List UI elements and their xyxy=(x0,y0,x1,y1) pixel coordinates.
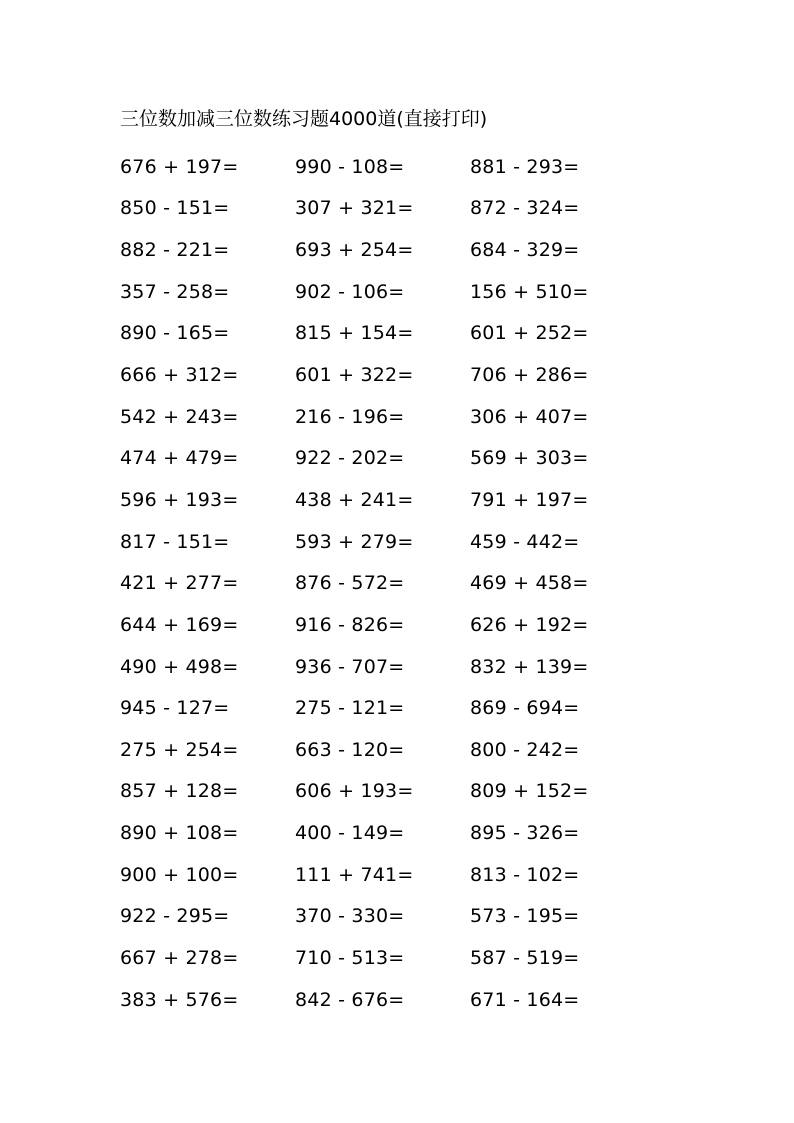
problem-row xyxy=(120,771,645,813)
problem-row xyxy=(120,604,645,646)
problem-item: 990 - 108= xyxy=(295,155,405,178)
problem-item: 307 + 321= xyxy=(295,197,414,220)
problem-item: 587 - 519= xyxy=(470,946,580,969)
problem-item: 606 + 193= xyxy=(295,780,414,803)
problem-item: 306 + 407= xyxy=(470,405,589,428)
problem-item: 881 - 293= xyxy=(470,155,580,178)
problem-item: 644 + 169= xyxy=(120,613,239,636)
problem-item: 111 + 741= xyxy=(295,863,414,886)
problem-row xyxy=(120,229,645,271)
problem-item: 872 - 324= xyxy=(470,197,580,220)
problem-item: 216 - 196= xyxy=(295,405,405,428)
problem-item: 383 + 576= xyxy=(120,988,239,1011)
problem-item: 850 - 151= xyxy=(120,197,230,220)
problem-item: 601 + 322= xyxy=(295,364,414,387)
problem-item: 922 - 202= xyxy=(295,447,405,470)
problem-row xyxy=(120,479,645,521)
problem-item: 357 - 258= xyxy=(120,280,230,303)
problem-item: 156 + 510= xyxy=(470,280,589,303)
problem-item: 490 + 498= xyxy=(120,655,239,678)
problem-item: 710 - 513= xyxy=(295,946,405,969)
problem-item: 459 - 442= xyxy=(470,530,580,553)
problem-item: 857 + 128= xyxy=(120,780,239,803)
problem-row xyxy=(120,521,645,563)
problem-item: 569 + 303= xyxy=(470,447,589,470)
problem-item: 626 + 192= xyxy=(470,613,589,636)
problem-item: 882 - 221= xyxy=(120,239,230,262)
problem-row xyxy=(120,437,645,479)
problem-item: 400 - 149= xyxy=(295,822,405,845)
problem-item: 800 - 242= xyxy=(470,738,580,761)
problem-item: 945 - 127= xyxy=(120,697,230,720)
problem-item: 542 + 243= xyxy=(120,405,239,428)
problem-row xyxy=(120,896,645,938)
problem-item: 813 - 102= xyxy=(470,863,580,886)
problem-row xyxy=(120,687,645,729)
problem-item: 474 + 479= xyxy=(120,447,239,470)
problem-item: 275 - 121= xyxy=(295,697,405,720)
problem-item: 832 + 139= xyxy=(470,655,589,678)
problem-item: 900 + 100= xyxy=(120,863,239,886)
problem-row xyxy=(120,562,645,604)
problem-row xyxy=(120,854,645,896)
problem-item: 706 + 286= xyxy=(470,364,589,387)
problem-item: 421 + 277= xyxy=(120,572,239,595)
problem-item: 676 + 197= xyxy=(120,155,239,178)
problem-row xyxy=(120,271,645,313)
problem-item: 671 - 164= xyxy=(470,988,580,1011)
page-title: 三位数加减三位数练习题4000道(直接打印) xyxy=(120,108,488,130)
problem-item: 693 + 254= xyxy=(295,239,414,262)
problem-row xyxy=(120,188,645,230)
problem-item: 916 - 826= xyxy=(295,613,405,636)
problem-item: 876 - 572= xyxy=(295,572,405,595)
problem-item: 601 + 252= xyxy=(470,322,589,345)
problem-item: 817 - 151= xyxy=(120,530,230,553)
problem-row xyxy=(120,979,645,1021)
problem-item: 890 + 108= xyxy=(120,822,239,845)
problem-row xyxy=(120,354,645,396)
problem-item: 869 - 694= xyxy=(470,697,580,720)
problem-row xyxy=(120,812,645,854)
problem-item: 809 + 152= xyxy=(470,780,589,803)
problem-item: 663 - 120= xyxy=(295,738,405,761)
problem-row xyxy=(120,937,645,979)
problem-item: 596 + 193= xyxy=(120,488,239,511)
problem-item: 275 + 254= xyxy=(120,738,239,761)
problem-item: 469 + 458= xyxy=(470,572,589,595)
problem-grid xyxy=(120,146,645,1020)
problem-item: 370 - 330= xyxy=(295,905,405,928)
problem-item: 667 + 278= xyxy=(120,946,239,969)
problem-item: 936 - 707= xyxy=(295,655,405,678)
problem-item: 684 - 329= xyxy=(470,239,580,262)
problem-row xyxy=(120,313,645,355)
problem-item: 890 - 165= xyxy=(120,322,230,345)
problem-item: 791 + 197= xyxy=(470,488,589,511)
problem-item: 666 + 312= xyxy=(120,364,239,387)
problem-row xyxy=(120,729,645,771)
problem-row xyxy=(120,396,645,438)
problem-row xyxy=(120,646,645,688)
problem-item: 902 - 106= xyxy=(295,280,405,303)
problem-item: 815 + 154= xyxy=(295,322,414,345)
problem-item: 922 - 295= xyxy=(120,905,230,928)
problem-item: 842 - 676= xyxy=(295,988,405,1011)
problem-item: 895 - 326= xyxy=(470,822,580,845)
problem-row xyxy=(120,146,645,188)
problem-item: 593 + 279= xyxy=(295,530,414,553)
problem-item: 438 + 241= xyxy=(295,488,414,511)
problem-item: 573 - 195= xyxy=(470,905,580,928)
